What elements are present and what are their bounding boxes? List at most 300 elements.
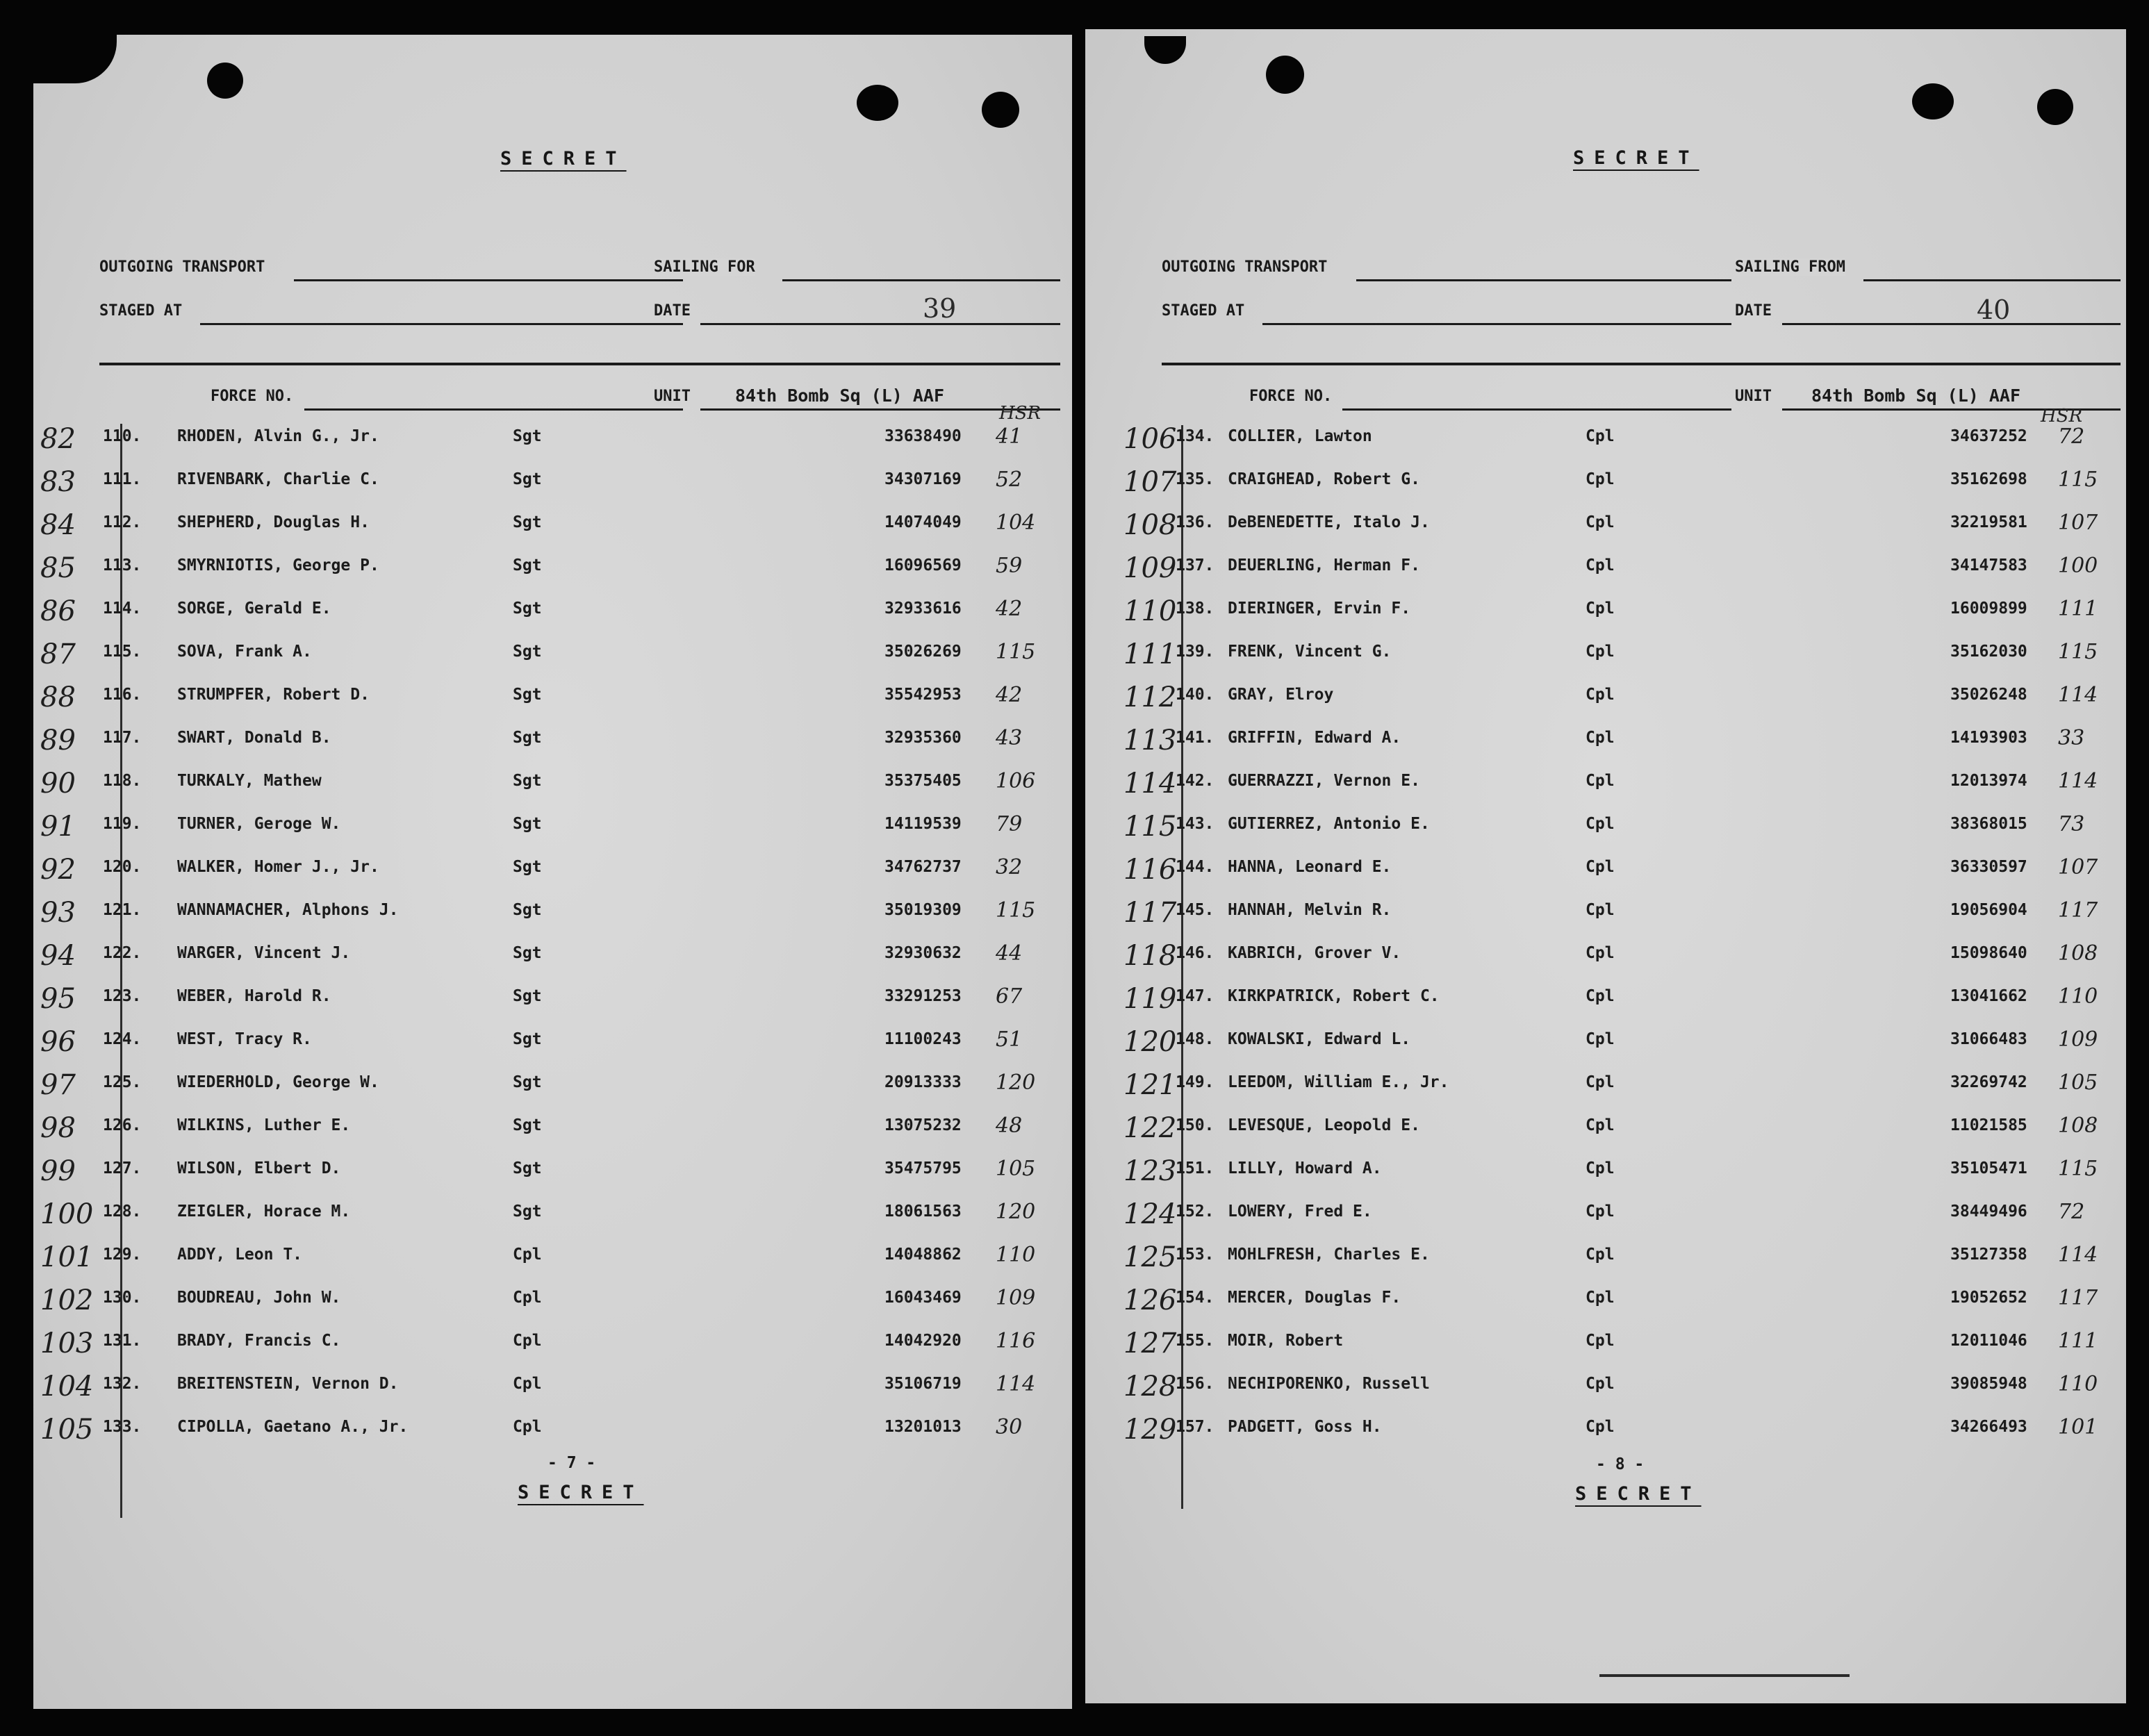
punch-hole [1144,36,1186,64]
row-number: 133. [103,1418,142,1436]
person-name: WANNAMACHER, Alphons J. [177,901,399,919]
serial-number: 14048862 [884,1246,962,1264]
divider-rule [1162,363,2121,365]
rank: Sgt [513,643,542,661]
person-name: NECHIPORENKO, Russell [1228,1375,1430,1393]
roster-row [1085,1026,2126,1065]
outgoing-transport-line [1356,279,1731,281]
row-number: 116. [103,686,142,704]
margin-number: 94 [40,940,76,972]
rank: Cpl [1586,1159,1615,1177]
row-number: 125. [103,1073,142,1091]
margin-number: 102 [40,1284,94,1316]
roster-row [1085,768,2126,807]
person-name: LILLY, Howard A. [1228,1159,1382,1177]
rank: Cpl [1586,944,1615,962]
person-name: DEUERLING, Herman F. [1228,556,1420,574]
roster-row [33,681,1072,720]
hsr-number: 107 [2058,511,2098,535]
row-number: 122. [103,944,142,962]
row-number: 154. [1176,1289,1215,1307]
margin-number: 113 [1123,725,1177,757]
date-label: DATE [1735,302,1772,320]
roster-row [1085,1198,2126,1237]
row-number: 146. [1176,944,1215,962]
row-number: 124. [103,1030,142,1048]
serial-number: 35542953 [884,686,962,704]
margin-number: 115 [1123,811,1177,843]
rank: Cpl [1586,901,1615,919]
date-value: 40 [1977,295,2011,325]
margin-number: 109 [1123,552,1177,584]
hsr-number: 115 [2058,468,2098,492]
person-name: BREITENSTEIN, Vernon D. [177,1375,399,1393]
roster-row [33,897,1072,936]
row-number: 145. [1176,901,1215,919]
roster-row [1085,595,2126,634]
hsr-number: 105 [2058,1070,2098,1095]
date-label: DATE [654,302,691,320]
serial-number: 35375405 [884,772,962,790]
serial-number: 38368015 [1950,815,2027,833]
person-name: SWART, Donald B. [177,729,331,747]
person-name: CRAIGHEAD, Robert G. [1228,470,1420,488]
rank: Sgt [513,470,542,488]
force-no-line [304,408,683,411]
sailing-line [782,279,1060,281]
serial-number: 31066483 [1950,1030,2027,1048]
margin-number: 93 [40,897,76,929]
person-name: SHEPHERD, Douglas H. [177,513,370,531]
hsr-number: 73 [2058,812,2085,836]
unit-value: 84th Bomb Sq (L) AAF [735,386,945,406]
roster-row [33,1414,1072,1453]
row-number: 117. [103,729,142,747]
margin-number: 105 [40,1414,94,1446]
staged-at-label: STAGED AT [99,302,183,320]
row-number: 121. [103,901,142,919]
person-name: SMYRNIOTIS, George P. [177,556,379,574]
hsr-number: 33 [2058,726,2085,750]
rank: Cpl [1586,772,1615,790]
roster-row [33,423,1072,462]
roster-row [33,509,1072,548]
punch-hole [207,63,243,99]
row-number: 147. [1176,987,1215,1005]
margin-number: 92 [40,854,76,886]
roster-row [33,1069,1072,1108]
roster-row [1085,1241,2126,1280]
roster-row [1085,423,2126,462]
serial-number: 11100243 [884,1030,962,1048]
serial-number: 13041662 [1950,987,2027,1005]
force-no-line [1342,408,1731,411]
person-name: RIVENBARK, Charlie C. [177,470,379,488]
roster-row [33,768,1072,807]
row-number: 111. [103,470,142,488]
roster-row [33,595,1072,634]
roster-row [1085,983,2126,1022]
person-name: DeBENEDETTE, Italo J. [1228,513,1430,531]
date-value: 39 [923,293,957,324]
hsr-number: 111 [2058,597,2098,621]
person-name: CIPOLLA, Gaetano A., Jr. [177,1418,409,1436]
serial-number: 34307169 [884,470,962,488]
person-name: GRAY, Elroy [1228,686,1334,704]
hsr-number: 42 [996,597,1023,621]
margin-number: 119 [1123,983,1177,1015]
serial-number: 34266493 [1950,1418,2027,1436]
hsr-number: 108 [2058,1114,2098,1138]
serial-number: 16043469 [884,1289,962,1307]
outgoing-transport-label: OUTGOING TRANSPORT [1162,258,1328,276]
margin-number: 127 [1123,1328,1177,1359]
rank: Cpl [1586,556,1615,574]
serial-number: 35127358 [1950,1246,2027,1264]
row-number: 141. [1176,729,1215,747]
rank: Sgt [513,944,542,962]
person-name: PADGETT, Goss H. [1228,1418,1382,1436]
roster-row [1085,552,2126,591]
roster-row [1085,811,2126,850]
person-name: GUTIERREZ, Antonio E. [1228,815,1430,833]
rank: Sgt [513,901,542,919]
person-name: ADDY, Leon T. [177,1246,303,1264]
person-name: SOVA, Frank A. [177,643,312,661]
rank: Cpl [1586,1116,1615,1134]
person-name: GUERRAZZI, Vernon E. [1228,772,1420,790]
serial-number: 35162698 [1950,470,2027,488]
serial-number: 35019309 [884,901,962,919]
rank: Cpl [1586,858,1615,876]
roster-row [33,638,1072,677]
serial-number: 34762737 [884,858,962,876]
staged-at-line [200,323,683,325]
serial-number: 35475795 [884,1159,962,1177]
roster-row [33,854,1072,893]
serial-number: 35106719 [884,1375,962,1393]
serial-number: 14074049 [884,513,962,531]
roster-row [1085,1328,2126,1366]
roster-row [1085,681,2126,720]
serial-number: 16096569 [884,556,962,574]
rank: Sgt [513,686,542,704]
person-name: WIEDERHOLD, George W. [177,1073,379,1091]
serial-number: 36330597 [1950,858,2027,876]
person-name: WARGER, Vincent J. [177,944,351,962]
rank: Sgt [513,1116,542,1134]
punch-hole [982,92,1019,128]
serial-number: 19052652 [1950,1289,2027,1307]
row-number: 132. [103,1375,142,1393]
margin-number: 112 [1123,681,1177,713]
margin-number: 104 [40,1371,94,1403]
hsr-number: 109 [996,1286,1036,1310]
margin-number: 116 [1123,854,1177,886]
person-name: RHODEN, Alvin G., Jr. [177,427,379,445]
header-secret: SECRET [500,148,627,170]
rank: Sgt [513,772,542,790]
person-name: DIERINGER, Ervin F. [1228,600,1411,618]
serial-number: 19056904 [1950,901,2027,919]
rank: Cpl [1586,643,1615,661]
margin-number: 96 [40,1026,76,1058]
roster-row [1085,1155,2126,1194]
margin-number: 123 [1123,1155,1177,1187]
roster-row [1085,466,2126,505]
hsr-number: 30 [996,1415,1023,1439]
roster-row [33,466,1072,505]
serial-number: 35026248 [1950,686,2027,704]
margin-number: 84 [40,509,76,541]
hsr-number: 120 [996,1070,1036,1095]
row-number: 131. [103,1332,142,1350]
hsr-number: 114 [2058,683,2098,707]
row-number: 151. [1176,1159,1215,1177]
rank: Sgt [513,600,542,618]
roster-row [1085,854,2126,893]
margin-number: 126 [1123,1284,1177,1316]
hsr-number: 41 [996,424,1023,449]
rank: Sgt [513,815,542,833]
serial-number: 32219581 [1950,513,2027,531]
hsr-label: HSR [2041,406,2083,427]
roster-row [1085,940,2126,979]
serial-number: 33291253 [884,987,962,1005]
margin-number: 108 [1123,509,1177,541]
person-name: WEBER, Harold R. [177,987,331,1005]
hsr-number: 100 [2058,554,2098,578]
rank: Cpl [1586,1202,1615,1221]
hsr-number: 32 [996,855,1023,879]
serial-number: 14042920 [884,1332,962,1350]
margin-number: 120 [1123,1026,1177,1058]
margin-number: 128 [1123,1371,1177,1403]
rank: Cpl [513,1418,542,1436]
row-number: 139. [1176,643,1215,661]
row-number: 143. [1176,815,1215,833]
row-number: 157. [1176,1418,1215,1436]
person-name: ZEIGLER, Horace M. [177,1202,351,1221]
person-name: COLLIER, Lawton [1228,427,1372,445]
row-number: 138. [1176,600,1215,618]
hsr-number: 72 [2058,1200,2085,1224]
sailing-label: SAILING FROM [1735,258,1845,276]
hsr-number: 44 [996,941,1023,966]
force-no-label: FORCE NO. [1249,388,1333,405]
hsr-number: 51 [996,1027,1023,1052]
rank: Sgt [513,987,542,1005]
margin-number: 103 [40,1328,94,1359]
hsr-number: 111 [2058,1329,2098,1353]
serial-number: 32933616 [884,600,962,618]
unit-label: UNIT [654,388,691,405]
person-name: WALKER, Homer J., Jr. [177,858,379,876]
person-name: LEVESQUE, Leopold E. [1228,1116,1420,1134]
margin-number: 125 [1123,1241,1177,1273]
roster-row [1085,509,2126,548]
person-name: WEST, Tracy R. [177,1030,312,1048]
person-name: TURNER, Geroge W. [177,815,341,833]
person-name: BRADY, Francis C. [177,1332,341,1350]
serial-number: 34147583 [1950,556,2027,574]
roster-row [1085,1284,2126,1323]
hsr-number: 115 [996,898,1036,923]
rank: Cpl [1586,729,1615,747]
row-number: 126. [103,1116,142,1134]
unit-value: 84th Bomb Sq (L) AAF [1811,386,2021,406]
person-name: GRIFFIN, Edward A. [1228,729,1401,747]
person-name: LOWERY, Fred E. [1228,1202,1372,1221]
serial-number: 39085948 [1950,1375,2027,1393]
roster-row [1085,1371,2126,1410]
page-number: - 7 - [547,1454,596,1472]
hsr-number: 67 [996,984,1023,1009]
hsr-number: 114 [996,1372,1036,1396]
margin-number: 86 [40,595,76,627]
person-name: LEEDOM, William E., Jr. [1228,1073,1449,1091]
header-secret: SECRET [1573,147,1699,169]
hsr-number: 115 [996,640,1036,664]
margin-number: 114 [1123,768,1177,800]
serial-number: 13075232 [884,1116,962,1134]
rank: Cpl [1586,1030,1615,1048]
serial-number: 35162030 [1950,643,2027,661]
rank: Sgt [513,1159,542,1177]
hsr-number: 109 [2058,1027,2098,1052]
margin-number: 124 [1123,1198,1177,1230]
sailing-line [1863,279,2121,281]
row-number: 150. [1176,1116,1215,1134]
margin-number: 83 [40,466,76,498]
row-number: 134. [1176,427,1215,445]
margin-number: 90 [40,768,76,800]
serial-number: 16009899 [1950,600,2027,618]
punch-hole [2037,89,2073,125]
person-name: TURKALY, Mathew [177,772,322,790]
margin-number: 95 [40,983,76,1015]
margin-number: 88 [40,681,76,713]
hsr-number: 115 [2058,640,2098,664]
footer-secret: SECRET [518,1482,644,1503]
serial-number: 15098640 [1950,944,2027,962]
punch-hole [33,35,117,83]
divider-rule [99,363,1060,365]
row-number: 129. [103,1246,142,1264]
roster-row [33,940,1072,979]
row-number: 110. [103,427,142,445]
person-name: MERCER, Douglas F. [1228,1289,1401,1307]
margin-number: 106 [1123,423,1177,455]
row-number: 123. [103,987,142,1005]
row-number: 144. [1176,858,1215,876]
hsr-number: 120 [996,1200,1036,1224]
margin-number: 111 [1123,638,1177,670]
rank: Cpl [513,1246,542,1264]
hsr-number: 114 [2058,769,2098,793]
rank: Sgt [513,1073,542,1091]
sailing-label: SAILING FOR [654,258,755,276]
hsr-number: 117 [2058,898,2098,923]
hsr-number: 106 [996,769,1036,793]
punch-hole [1912,83,1954,119]
serial-number: 32269742 [1950,1073,2027,1091]
person-name: KABRICH, Grover V. [1228,944,1401,962]
serial-number: 32930632 [884,944,962,962]
serial-number: 32935360 [884,729,962,747]
margin-number: 99 [40,1155,76,1187]
page-number: - 8 - [1596,1455,1645,1473]
rank: Sgt [513,556,542,574]
roster-row [33,1328,1072,1366]
roster-row [1085,725,2126,763]
row-number: 153. [1176,1246,1215,1264]
hsr-number: 59 [996,554,1023,578]
hsr-number: 110 [2058,984,2098,1009]
roster-row [1085,638,2126,677]
right-page [1085,29,2126,1703]
hsr-number: 110 [996,1243,1036,1267]
rank: Cpl [1586,513,1615,531]
margin-number: 97 [40,1069,76,1101]
margin-number: 110 [1123,595,1177,627]
row-number: 120. [103,858,142,876]
serial-number: 35026269 [884,643,962,661]
punch-hole [857,85,898,121]
roster-row [33,1026,1072,1065]
row-number: 137. [1176,556,1215,574]
margin-number: 101 [40,1241,94,1273]
row-number: 112. [103,513,142,531]
rank: Sgt [513,1030,542,1048]
hsr-number: 116 [996,1329,1036,1353]
roster-row [33,1371,1072,1410]
roster-row [33,811,1072,850]
hsr-number: 104 [996,511,1036,535]
person-name: HANNAH, Melvin R. [1228,901,1392,919]
rank: Cpl [1586,1289,1615,1307]
roster-row [33,1155,1072,1194]
row-number: 118. [103,772,142,790]
roster-row [33,725,1072,763]
roster-row [33,1112,1072,1151]
person-name: HANNA, Leonard E. [1228,858,1392,876]
row-number: 156. [1176,1375,1215,1393]
row-number: 152. [1176,1202,1215,1221]
hsr-number: 72 [2058,424,2085,449]
margin-number: 98 [40,1112,76,1144]
margin-number: 89 [40,725,76,757]
row-number: 149. [1176,1073,1215,1091]
rank: Cpl [1586,427,1615,445]
row-number: 135. [1176,470,1215,488]
row-number: 113. [103,556,142,574]
roster-row [1085,1414,2126,1453]
person-name: STRUMPFER, Robert D. [177,686,370,704]
margin-number: 107 [1123,466,1177,498]
serial-number: 14193903 [1950,729,2027,747]
person-name: MOHLFRESH, Charles E. [1228,1246,1430,1264]
date-line [700,323,1060,325]
serial-number: 12013974 [1950,772,2027,790]
rank: Sgt [513,1202,542,1221]
row-number: 148. [1176,1030,1215,1048]
margin-number: 117 [1123,897,1177,929]
person-name: MOIR, Robert [1228,1332,1344,1350]
serial-number: 20913333 [884,1073,962,1091]
hsr-number: 42 [996,683,1023,707]
person-name: FRENK, Vincent G. [1228,643,1392,661]
